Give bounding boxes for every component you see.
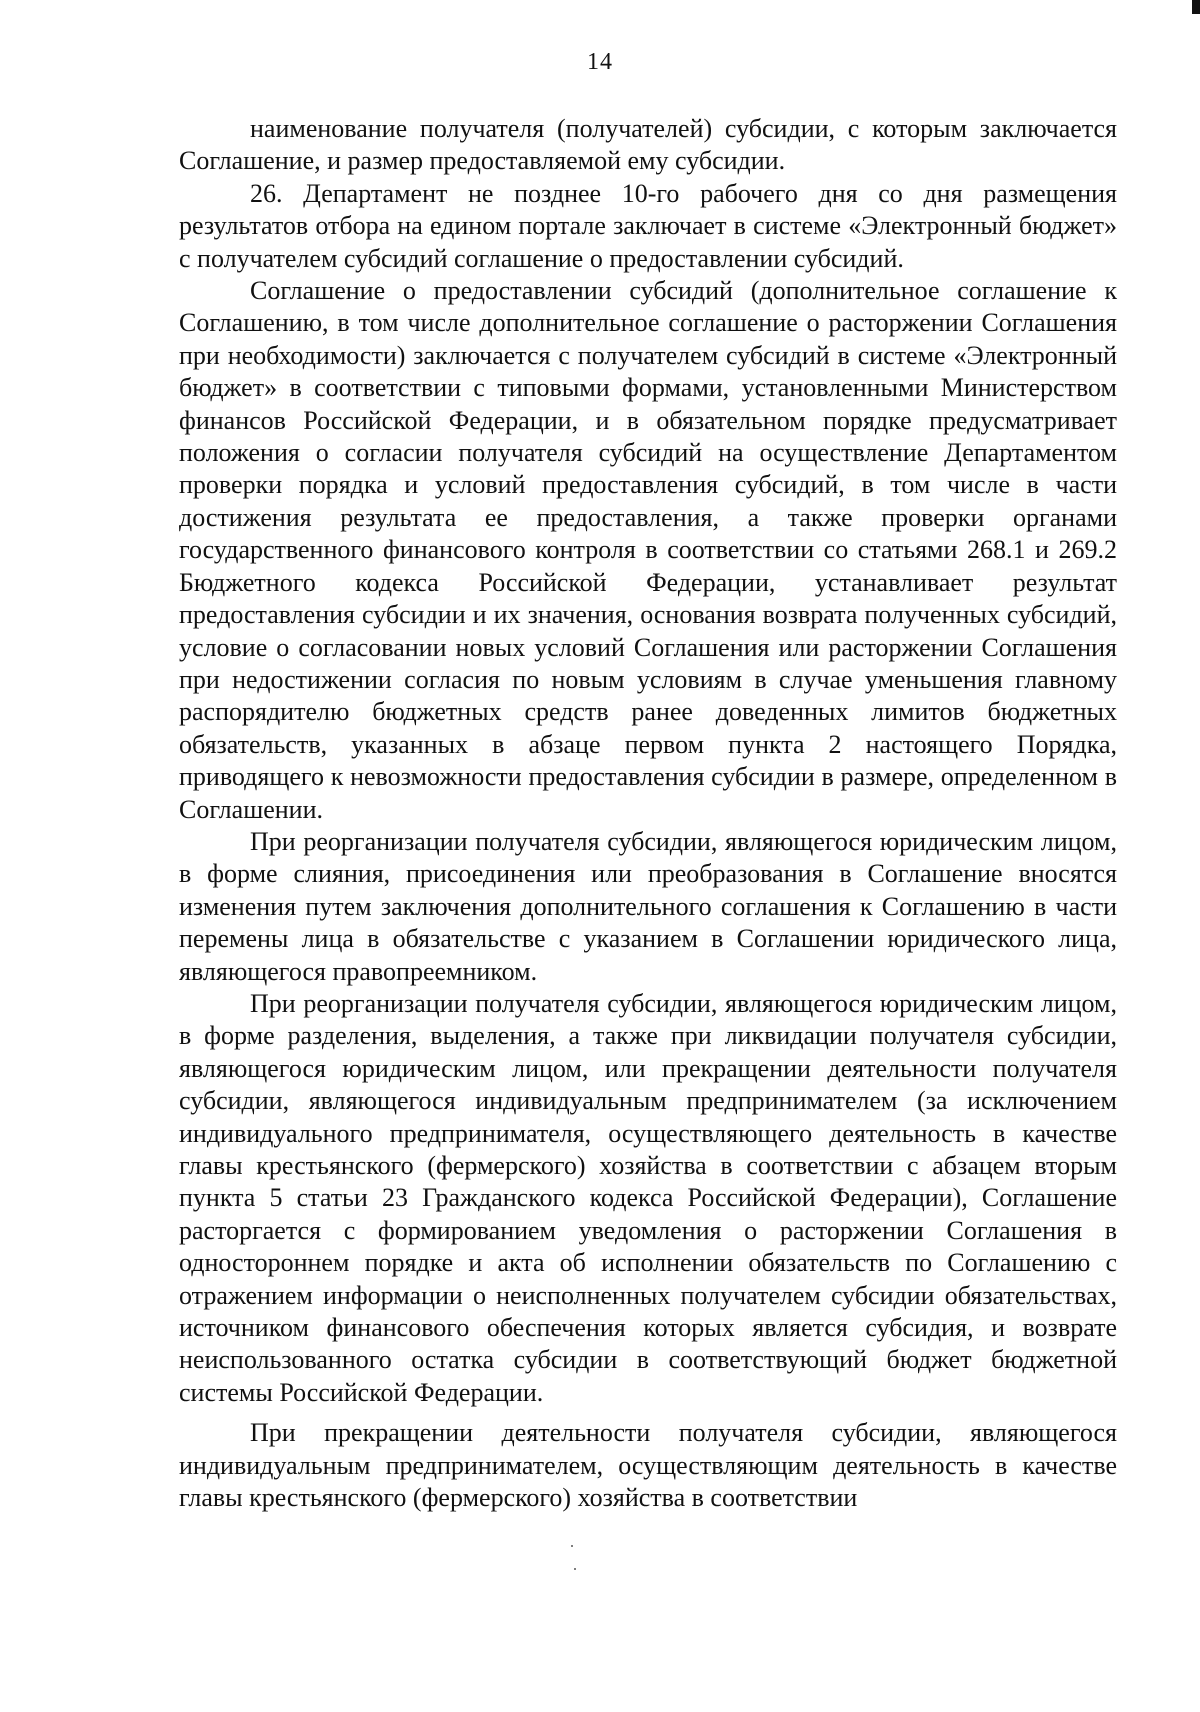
paragraph-agreement-terms: Соглашение о предоставлении субсидий (дополнительное соглашение к Соглашению, в том числе дополнительное соглашение о расторжении Соглашения при необходимости) заключается с получателем субсидий в системе «Электронный бюджет» в соответствии с типовыми формами, установленными Министерством финансов Российской Федерации, и в обязательном порядке предусматривает положения о согласии получателя субсидий на осуществление Департаментом проверки порядка и условий предоставления субсидий, в том числе в части достижения результата ее предоставления, а также проверки органами государственного финансового контроля в соответствии со статьями 268.1 и 269.2 Бюджетного кодекса Российской Федерации, устанавливает результат предоставления субсидии и их значения, основания возврата полученных субсидий, условие о согласовании новых условий Соглашения или расторжении Соглашения при недостижении согласия по новым условиям в случае уменьшения главному распорядителю бюджетных средств ранее доведенных лимитов бюджетных обязательств, указанных в абзаце первом пункта 2 настоящего Порядка, приводящего к невозможности предоставления субсидии в размере, определенном в Соглашении. <box>179 276 1117 824</box>
scan-artifact-mark <box>1192 0 1200 14</box>
paragraph-clause-26: 26. Департамент не позднее 10-го рабочего дня со дня размещения результатов отбора на едином портале заключает в системе «Электронный бюджет» с получателем субсидий соглашение о предоставлении субсидий. <box>179 178 1117 273</box>
paragraph-reorganization-merger: При реорганизации получателя субсидии, являющегося юридическим лицом, в форме слияния, присоединения или преобразования в Соглашение вносятся изменения путем заключения дополнительного соглашения к Соглашению в части перемены лица в обязательстве с указанием в Соглашении юридического лица, являющегося правопреемником. <box>179 826 1117 986</box>
scan-speck <box>571 1545 573 1547</box>
paragraph-continuation: наименование получателя (получателей) субсидии, с которым заключается Соглашение, и размер предоставляемой ему субсидии. <box>179 114 1117 176</box>
scan-speck <box>574 1568 576 1570</box>
paragraph-reorganization-separation: При реорганизации получателя субсидии, являющегося юридическим лицом, в форме разделения, выделения, а также при ликвидации получателя субсидии, являющегося юридическим лицом, или прекращении деятельности получателя субсидии, являющегося индивидуальным предпринимателем (за исключением индивидуального предпринимателя, осуществляющего деятельность в качестве главы крестьянского (фермерского) хозяйства в соответствии с абзацем вторым пункта 5 статьи 23 Гражданского кодекса Российской Федерации), Соглашение расторгается с формированием уведомления о расторжении Соглашения в одностороннем порядке и акта об исполнении обязательств по Соглашению с отражением информации о неисполненных получателем субсидии обязательствах, источником финансового обеспечения которых является субсидия, и возврате неиспользованного остатка субсидии в соответствующий бюджет бюджетной системы Российской Федерации. <box>179 988 1117 1407</box>
page-number: 14 <box>587 49 613 75</box>
document-body <box>179 113 1117 1514</box>
paragraph-termination-farmer: При прекращении деятельности получателя субсидии, являющегося индивидуальным предпринимателем, осуществляющим деятельность в качестве главы крестьянского (фермерского) хозяйства в соответствии <box>179 1418 1117 1513</box>
